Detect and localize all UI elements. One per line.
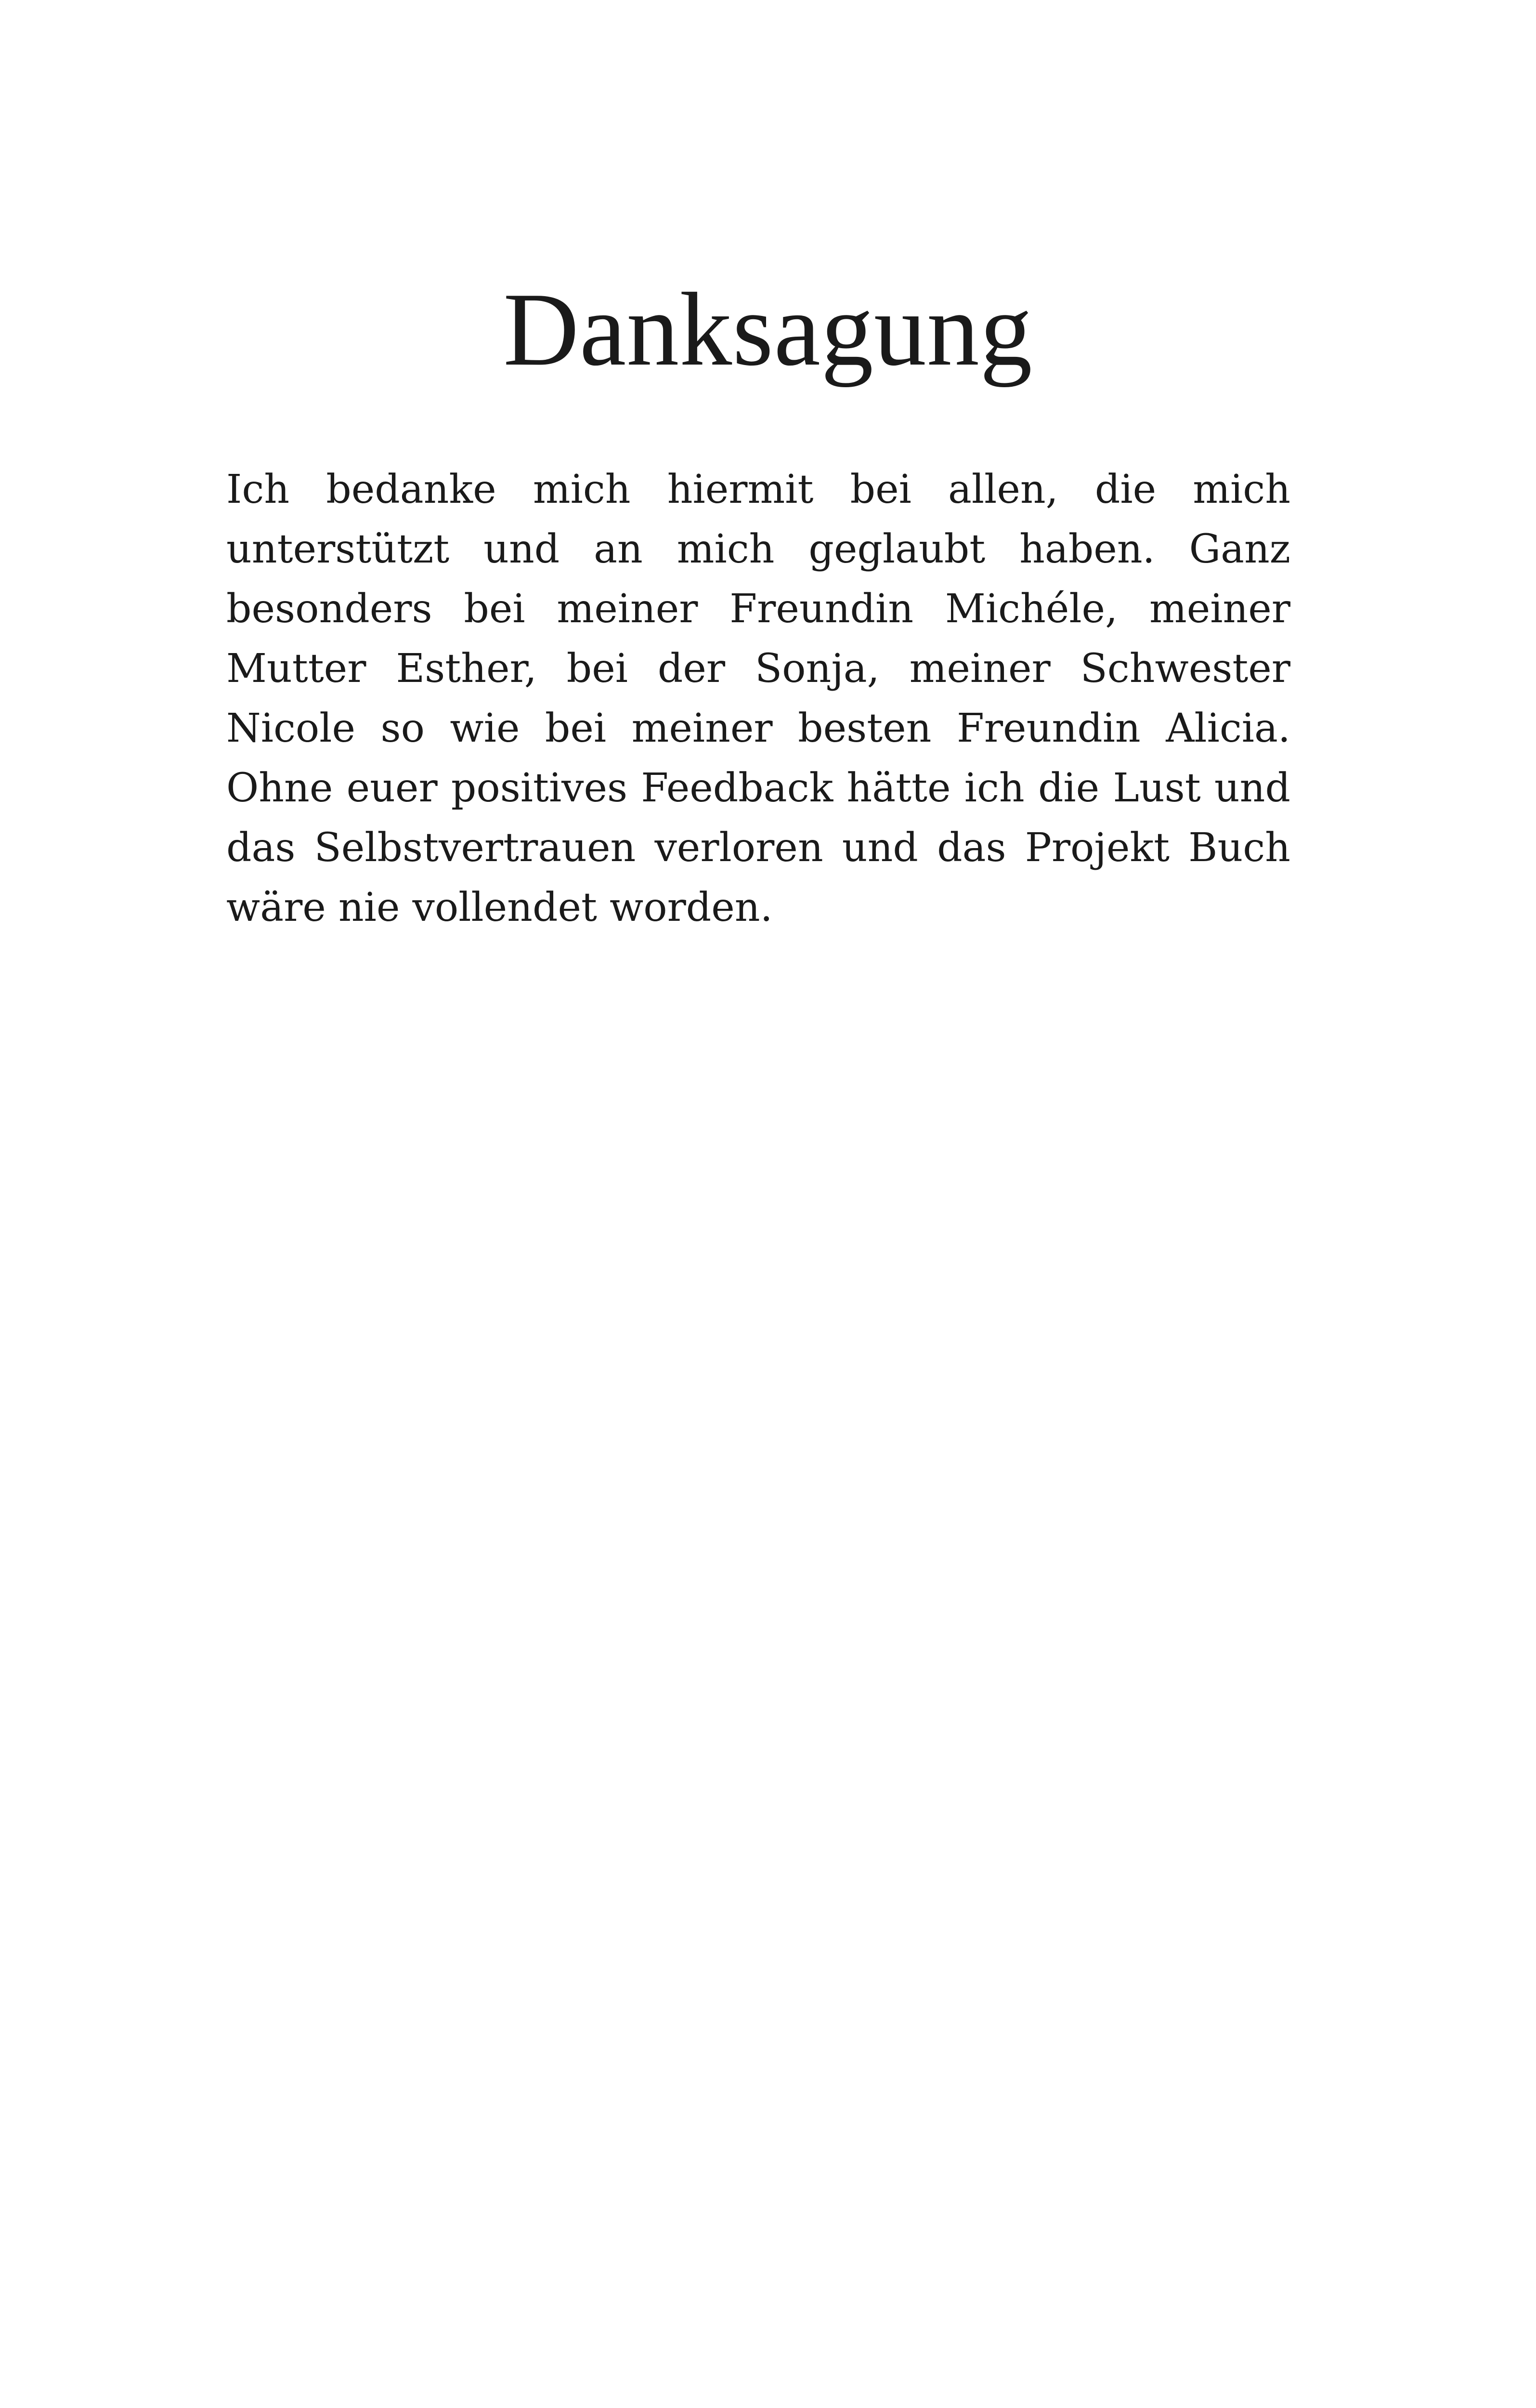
page-title: Danksagung bbox=[503, 272, 1033, 388]
acknowledgement-paragraph: Ich bedanke mich hiermit bei allen, die mich unterstützt und an mich geglaubt haben. Ganz besonders bei meiner Freundin Michéle, meiner Mutter Esther, bei der Sonja, meiner Schwester Nicole so wie bei meiner besten Freundin Alicia. Ohne euer positives Feedback hätte ich die Lust und das Selbstvertrauen verloren und das Projekt Buch wäre nie vollendet worden. bbox=[226, 467, 1290, 930]
